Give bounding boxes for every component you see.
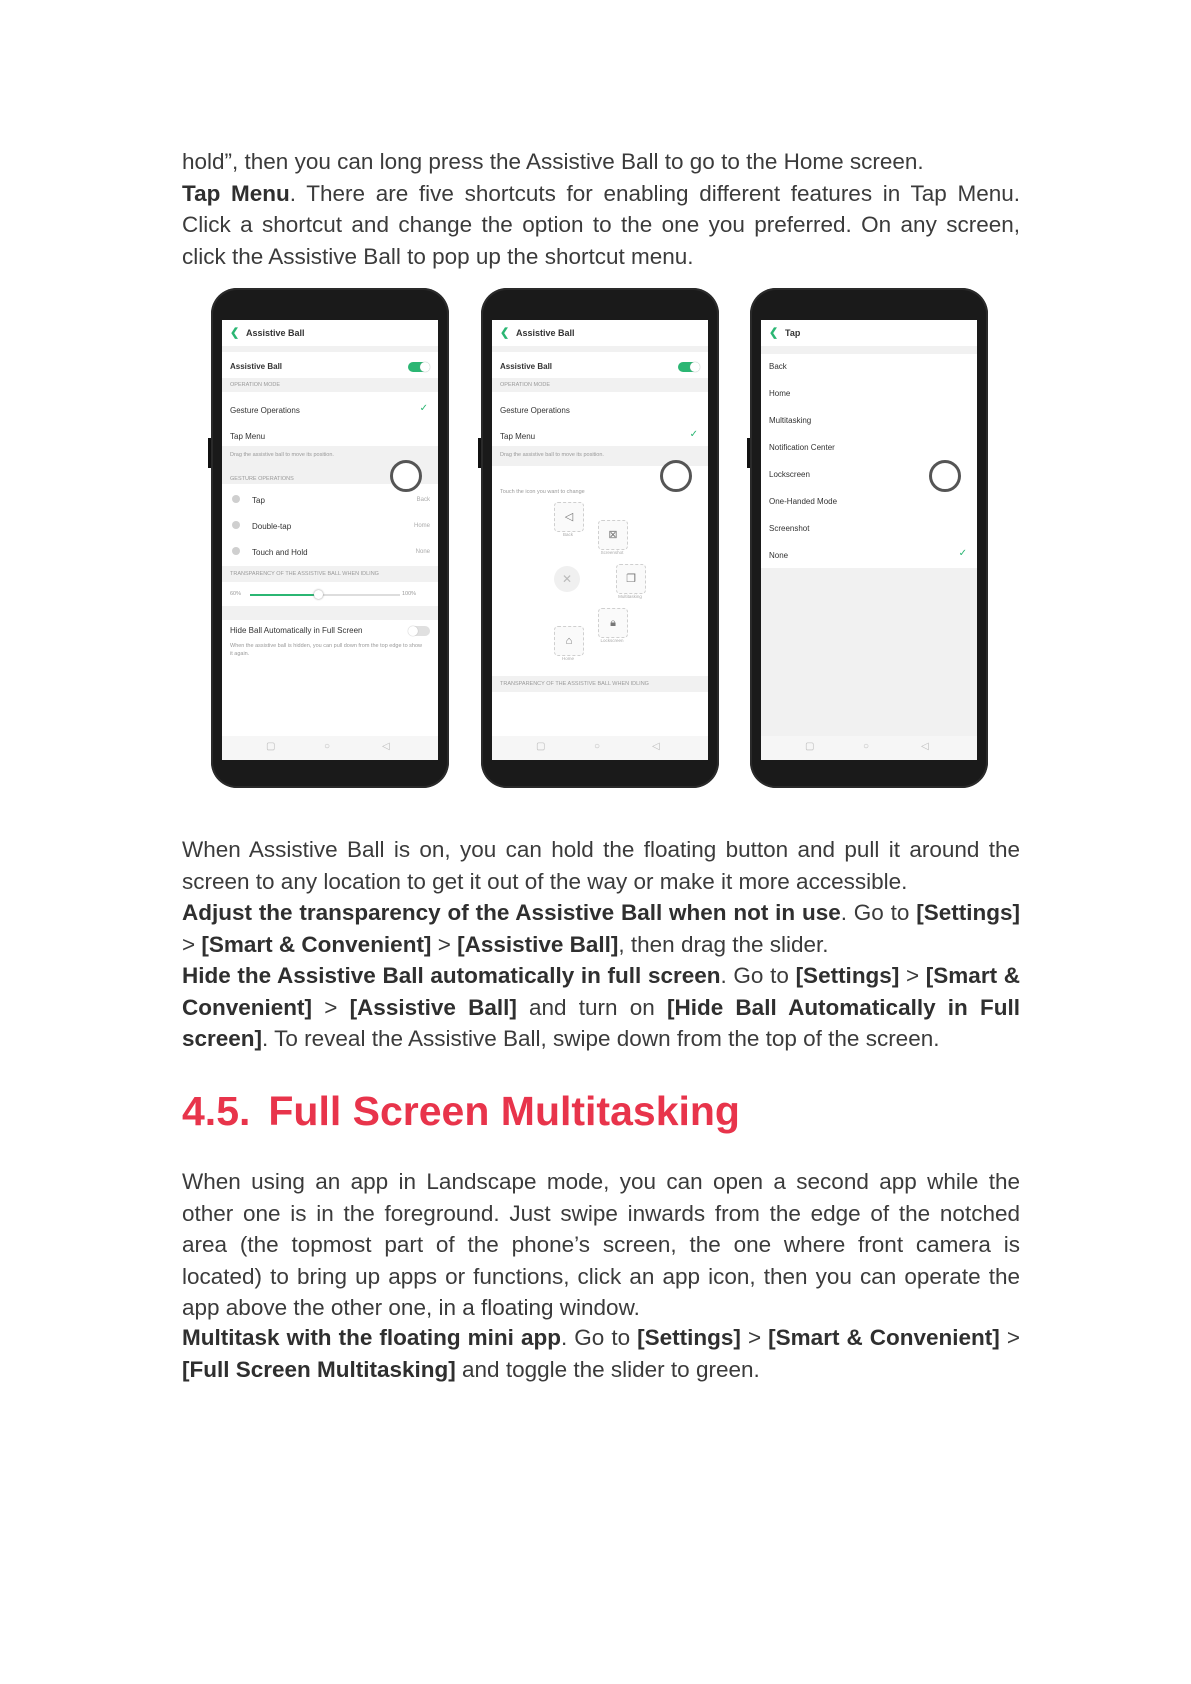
assistive-ball[interactable]	[929, 460, 961, 492]
phone-screen	[222, 320, 438, 760]
tap-option-home[interactable]: Home	[769, 389, 791, 398]
close-icon[interactable]: ✕	[554, 566, 580, 592]
shortcut-back-label: Back	[562, 532, 573, 537]
double-tap-value: Home	[413, 523, 430, 529]
shortcut-lockscreen-label: Lockscreen	[600, 638, 624, 643]
shortcut-back[interactable]	[554, 502, 584, 532]
phone-tap-options	[750, 288, 988, 788]
triangle-icon[interactable]: ◁	[921, 741, 929, 752]
tap-option-back[interactable]: Back	[769, 362, 787, 371]
text-span: >	[182, 931, 202, 957]
screenshot-icon: ⊠	[608, 529, 618, 541]
hide-ball-label: Hide Ball Automatically in Full Screen	[230, 626, 363, 635]
text-span: and toggle the slider to green.	[455, 1356, 760, 1382]
text-span: . Go to	[720, 963, 796, 988]
screen-header	[761, 320, 977, 346]
intro-line: hold”, then you can long press the Assistive Ball to go to the Home screen.	[182, 149, 924, 174]
tap-option[interactable]: Tap	[252, 496, 265, 505]
screen-title: Assistive Ball	[246, 328, 305, 338]
phone-screen	[492, 320, 708, 760]
floating-button-paragraph: When Assistive Ball is on, you can hold the floating button and pull it around the screen to any location to get it out of the way or make it more accessible.	[182, 837, 1020, 894]
text-span: . To reveal the Assistive Ball, swipe down from the top of the screen.	[262, 1026, 940, 1051]
tap-menu-option[interactable]: Tap Menu	[500, 432, 536, 441]
text-span: >	[431, 931, 458, 957]
check-icon: ✓	[958, 548, 967, 559]
tap-option-lockscreen[interactable]: Lockscreen	[769, 470, 810, 479]
tap-menu-term: Tap Menu	[182, 180, 290, 206]
screen-header	[222, 320, 438, 346]
text-span: , then drag the slider.	[618, 931, 829, 957]
triangle-icon: ◁	[564, 511, 574, 523]
shortcut-lockscreen[interactable]	[598, 608, 628, 638]
assistive-ball-path: [Assistive Ball]	[457, 931, 619, 957]
double-tap-option[interactable]: Double-tap	[252, 522, 292, 531]
drag-note: Drag the assistive ball to move its position.	[230, 452, 334, 458]
smart-convenient-path: [Smart & Convenient]	[201, 931, 432, 957]
drag-note: Drag the assistive ball to move its position.	[500, 452, 604, 458]
assistive-ball-label: Assistive Ball	[500, 362, 553, 371]
nav-bar	[761, 736, 977, 760]
tap-menu-text: . There are five shortcuts for enabling different features in Tap Menu. Click a shortcut and change the option to the one you preferred. On any screen, click the Assistive Ball to pop up the shortcut menu.	[182, 180, 1020, 269]
settings-path: [Settings]	[916, 900, 1020, 925]
shortcut-multitasking[interactable]	[616, 564, 646, 594]
back-chevron-icon[interactable]: ❮	[230, 327, 240, 339]
tap-option-notification-center[interactable]: Notification Center	[769, 443, 835, 452]
circle-icon[interactable]: ○	[594, 741, 601, 752]
text-span: . Go to	[840, 900, 917, 925]
tap-option-screenshot[interactable]: Screenshot	[769, 524, 810, 533]
tap-option-one-handed-mode[interactable]: One-Handed Mode	[769, 497, 838, 506]
triangle-icon[interactable]: ◁	[382, 741, 390, 752]
assistive-ball-label: Assistive Ball	[230, 362, 283, 371]
screen-header	[492, 320, 708, 346]
touch-hold-option[interactable]: Touch and Hold	[252, 548, 308, 557]
shortcut-screenshot[interactable]	[598, 520, 628, 550]
touch-hold-value: None	[415, 549, 430, 555]
smart-convenient-path: [Smart & Convenient]	[768, 1325, 1000, 1350]
lock-icon: 🔒︎	[610, 617, 616, 629]
operation-mode-caption: OPERATION MODE	[230, 382, 281, 388]
section-title: Full Screen Multitasking	[268, 1088, 740, 1134]
hide-ball-toggle[interactable]	[408, 626, 430, 636]
square-icon[interactable]: ▢	[805, 741, 815, 752]
shortcut-screenshot-label: Screenshot	[600, 550, 624, 555]
check-icon: ✓	[689, 429, 698, 440]
touch-note: Touch the icon you want to change	[500, 489, 585, 495]
hide-ball-paragraph	[182, 960, 1020, 1055]
phone-assistive-ball-tap-menu	[481, 288, 719, 788]
circle-icon[interactable]: ○	[863, 741, 870, 752]
intro-paragraph	[182, 146, 1020, 272]
slider-min-label: 60%	[230, 591, 242, 597]
multitask-term: Multitask with the floating mini app	[182, 1325, 561, 1350]
back-chevron-icon[interactable]: ❮	[769, 327, 779, 339]
text-span: >	[899, 963, 926, 988]
text-span: >	[999, 1325, 1020, 1350]
assistive-ball-toggle[interactable]	[408, 362, 430, 372]
transparency-term: Adjust the transparency of the Assistive Ball when not in use	[182, 900, 841, 925]
full-screen-multitasking-path: [Full Screen Multitasking]	[182, 1356, 456, 1382]
text-span: . Go to	[560, 1325, 638, 1350]
assistive-ball-path: [Assistive Ball]	[349, 994, 517, 1020]
multitask-paragraph	[182, 1322, 1020, 1385]
assistive-ball[interactable]	[660, 460, 692, 492]
section-heading	[182, 1088, 740, 1135]
tap-option-multitasking[interactable]: Multitasking	[769, 416, 812, 425]
transparency-caption: TRANSPARENCY OF THE ASSISTIVE BALL WHEN IDLING	[500, 681, 649, 687]
gesture-operations-option[interactable]: Gesture Operations	[500, 406, 570, 415]
assistive-ball[interactable]	[390, 460, 422, 492]
shortcut-home[interactable]	[554, 626, 584, 656]
tap-value: Back	[416, 497, 430, 503]
phone-assistive-ball-gestures	[211, 288, 449, 788]
section-number: 4.5.	[182, 1088, 251, 1134]
hide-ball-setting-path: [Hide Ball Automatically in Full screen]	[182, 994, 1020, 1051]
transparency-slider[interactable]	[250, 594, 400, 596]
smart-convenient-path: [Smart & Convenient]	[182, 963, 1020, 1020]
text-span: >	[740, 1325, 769, 1350]
back-chevron-icon[interactable]: ❮	[500, 327, 510, 339]
square-icon[interactable]: ▢	[536, 741, 546, 752]
gesture-operations-option[interactable]: Gesture Operations	[230, 406, 300, 415]
hide-ball-term: Hide the Assistive Ball automatically in full screen	[182, 963, 721, 988]
operation-mode-caption: OPERATION MODE	[500, 382, 551, 388]
triangle-icon[interactable]: ◁	[652, 741, 660, 752]
text-span: >	[312, 994, 350, 1020]
screen-title: Assistive Ball	[516, 328, 575, 338]
tap-option-none[interactable]: None	[769, 551, 789, 560]
hide-ball-note: When the assistive ball is hidden, you can pull down from the top edge to show it again.	[230, 643, 423, 657]
square-icon: ❐	[626, 573, 636, 585]
circle-icon[interactable]: ○	[324, 741, 331, 752]
settings-path: [Settings]	[637, 1325, 741, 1350]
settings-path: [Settings]	[795, 963, 900, 988]
gesture-caption: GESTURE OPERATIONS	[230, 476, 294, 482]
home-icon: ⌂	[565, 635, 573, 647]
assistive-ball-toggle[interactable]	[678, 362, 700, 372]
shortcut-home-label: Home	[561, 656, 574, 661]
transparency-caption: TRANSPARENCY OF THE ASSISTIVE BALL WHEN IDLING	[230, 571, 379, 577]
screen-title: Tap	[785, 328, 801, 338]
transparency-paragraph	[182, 897, 1020, 960]
nav-bar	[222, 736, 438, 760]
landscape-paragraph: When using an app in Landscape mode, you can open a second app while the other one is in the foreground. Just swipe inwards from the edge of the notched area (the topmost part of the phone’s screen, the one where front camera is located) to bring up apps or functions, click an app icon, then you can operate the app above the other one, in a floating window.	[182, 1169, 1020, 1320]
slider-max-label: 100%	[402, 591, 417, 597]
check-icon: ✓	[419, 403, 428, 414]
tap-menu-option[interactable]: Tap Menu	[230, 432, 266, 441]
square-icon[interactable]: ▢	[266, 741, 276, 752]
phone-screen	[761, 320, 977, 760]
text-span: and turn on	[516, 994, 667, 1020]
nav-bar	[492, 736, 708, 760]
shortcut-multitasking-label: Multitasking	[618, 594, 642, 599]
